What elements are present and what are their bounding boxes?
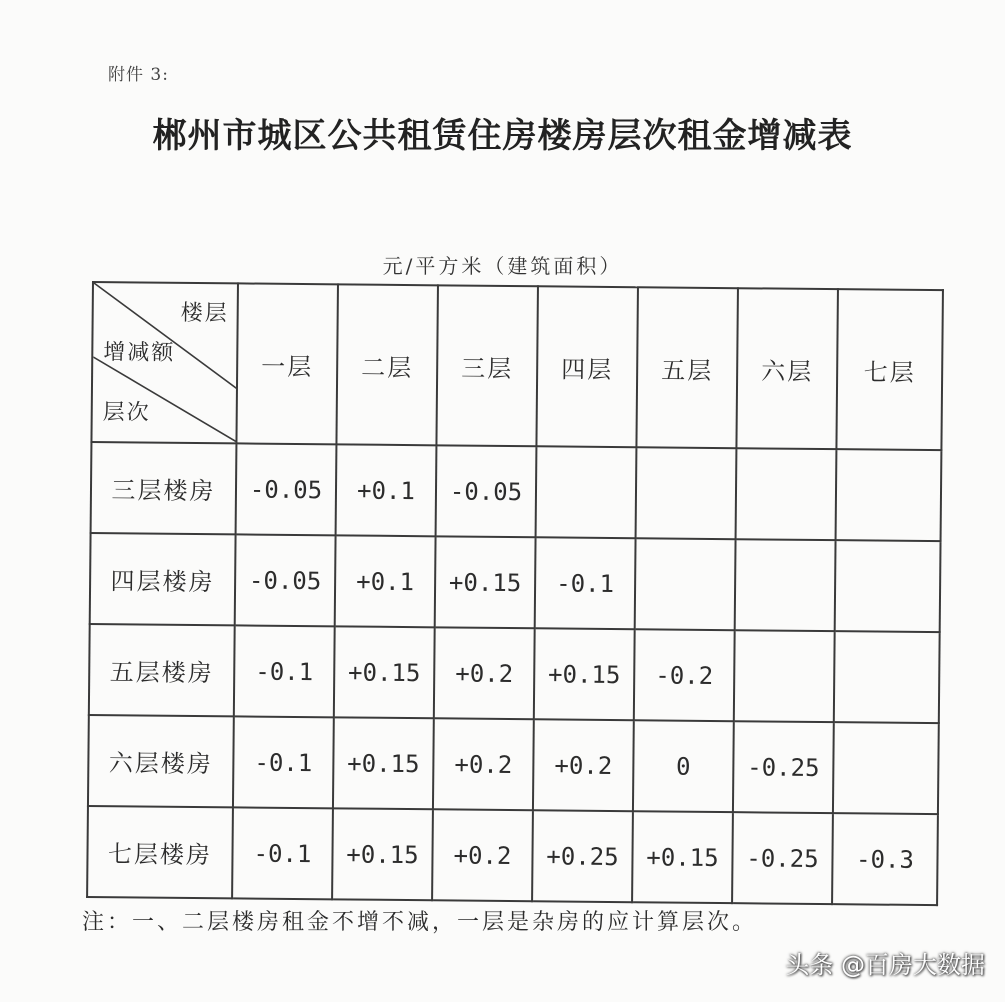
table-cell: +0.2 — [434, 627, 535, 719]
table-row — [90, 533, 941, 632]
column-header-floor-1: 一层 — [236, 283, 338, 444]
column-header-floor-2: 二层 — [336, 284, 438, 445]
unit-label: 元/平方米（建筑面积） — [382, 254, 623, 278]
table-cell — [635, 538, 736, 630]
table-cell: +0.1 — [336, 444, 437, 536]
table-cell: +0.25 — [532, 810, 633, 902]
table-cell: +0.15 — [332, 808, 433, 900]
table-cell — [636, 447, 737, 539]
attachment-label: 附件 3: — [108, 65, 169, 85]
column-header-floor-3: 三层 — [436, 285, 538, 446]
row-header-7-storey: 七层楼房 — [87, 806, 233, 898]
table-cell: -0.05 — [235, 534, 336, 626]
table-cell: -0.2 — [634, 629, 735, 721]
table-cell: +0.1 — [335, 535, 436, 627]
table-cell: +0.15 — [632, 811, 733, 903]
table-cell — [735, 539, 836, 631]
table-row — [91, 442, 942, 541]
table-cell: -0.1 — [234, 625, 335, 717]
table-cell — [536, 446, 637, 538]
table-cell: -0.3 — [832, 813, 938, 905]
table-cell: +0.2 — [432, 809, 533, 901]
source-watermark: 头条 @百房大数据 — [785, 951, 985, 979]
footnote: 注：一、二层楼房租金不增不减，一层是杂房的应计算层次。 — [82, 910, 758, 935]
table-cell — [835, 540, 941, 632]
table-cell: -0.1 — [232, 807, 333, 899]
table-row — [87, 806, 938, 905]
row-header-6-storey: 六层楼房 — [88, 715, 234, 807]
table-cell — [736, 448, 837, 540]
table-cell — [834, 631, 940, 723]
table-row — [89, 624, 940, 723]
table-cell: +0.15 — [534, 628, 635, 720]
header-row — [91, 282, 942, 450]
table-cell: -0.25 — [733, 721, 834, 813]
table-cell: -0.05 — [236, 443, 337, 535]
column-header-floor-6: 六层 — [736, 288, 838, 449]
corner-floor-label: 楼层 — [180, 300, 229, 327]
rent-adjustment-table — [86, 281, 944, 906]
corner-amount-label: 增减额 — [103, 340, 176, 366]
table-cell: -0.25 — [732, 812, 833, 904]
table-cell: +0.2 — [533, 719, 634, 811]
rent-adjustment-table-wrapper — [86, 281, 944, 906]
table-cell: +0.2 — [433, 718, 534, 810]
table-row — [88, 715, 939, 814]
table-cell: -0.1 — [535, 537, 636, 629]
document-title: 郴州市城区公共租赁住房楼房层次租金增减表 — [152, 116, 853, 156]
table-cell: 0 — [633, 720, 734, 812]
table-cell — [836, 449, 942, 541]
row-header-4-storey: 四层楼房 — [90, 533, 236, 625]
table-cell: +0.15 — [435, 536, 536, 628]
table-cell — [734, 630, 835, 722]
table-cell: -0.05 — [436, 445, 537, 537]
corner-cell — [91, 282, 238, 443]
row-header-5-storey: 五层楼房 — [89, 624, 235, 716]
table-cell: +0.15 — [334, 626, 435, 718]
column-header-floor-5: 五层 — [636, 287, 738, 448]
row-header-3-storey: 三层楼房 — [91, 442, 237, 534]
table-cell — [833, 722, 939, 814]
column-header-floor-4: 四层 — [536, 286, 638, 447]
column-header-floor-7: 七层 — [836, 289, 943, 450]
table-cell: +0.15 — [333, 717, 434, 809]
corner-level-label: 层次 — [102, 400, 151, 426]
table-cell: -0.1 — [233, 716, 334, 808]
